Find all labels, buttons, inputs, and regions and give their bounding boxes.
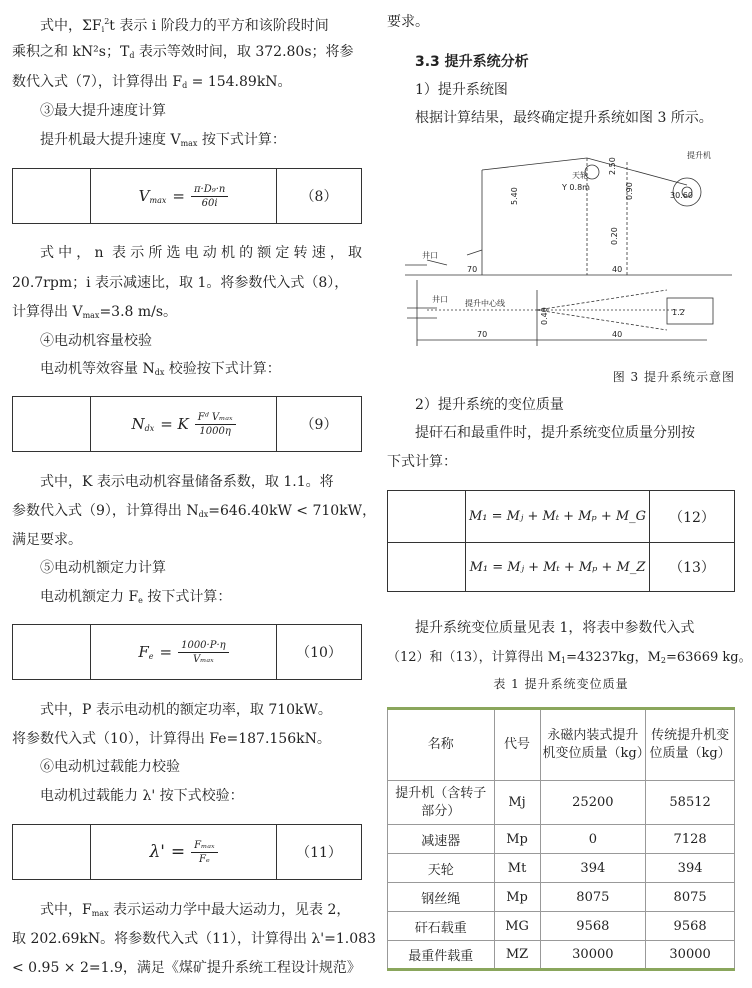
paragraph: 提升机最大提升速度 $V_{max}$ 按下式计算： <box>40 132 286 148</box>
table-cell: MZ <box>494 941 540 970</box>
equation-number: （13） <box>669 560 715 576</box>
paragraph: 式中，n 表示所选电动机的额定转速，取 <box>40 245 362 261</box>
table-caption: 表 1 提升系统变位质量 <box>493 677 629 691</box>
figure-caption: 图 3 提升系统示意图 <box>612 370 735 384</box>
table-cell: 394 <box>540 854 646 883</box>
svg-text:井口: 井口 <box>432 295 448 304</box>
table-cell: Mj <box>494 781 540 825</box>
svg-text:2.50: 2.50 <box>608 157 617 175</box>
paragraph: 乘积之和 kN²s；$T_d$ 表示等效时间，取 372.80s；将参 <box>12 44 354 60</box>
paragraph: < 0.95 × 2=1.9，满足《煤矿提升系统工程设计规范》 <box>12 960 361 976</box>
table-cell: 矸石载重 <box>388 912 495 941</box>
section-heading: 3.3 提升系统分析 <box>415 54 529 70</box>
table-header: 传统提升机变位质量（kg） <box>646 709 735 781</box>
table-header-row <box>388 709 735 781</box>
paragraph: 20.7rpm；i 表示减速比，取 1。将参数代入式（8）， <box>12 275 349 291</box>
table-cell: MG <box>494 912 540 941</box>
svg-text:Y 0.8m: Y 0.8m <box>562 183 590 192</box>
table-cell: 0 <box>540 825 646 854</box>
svg-text:1.2: 1.2 <box>672 308 685 317</box>
equation-number: （10） <box>296 645 342 661</box>
svg-text:70: 70 <box>467 265 478 274</box>
subheading: ④电动机容量校验 <box>40 333 152 349</box>
svg-text:40: 40 <box>612 265 623 274</box>
svg-text:天轮: 天轮 <box>572 171 588 180</box>
subheading: ③最大提升速度计算 <box>40 103 166 119</box>
paragraph: 式中，P 表示电动机的额定功率，取 710kW。 <box>40 702 332 718</box>
paragraph: 提升系统变位质量见表 1，将表中参数代入式 <box>415 620 695 636</box>
equation-8: $V_{max}$ = $\frac{\text{π·D₉·n}}{60i}$ （8） <box>12 168 362 224</box>
table-cell: 25200 <box>540 781 646 825</box>
paragraph: 电动机等效容量 $N_{dx}$ 校验按下式计算： <box>40 361 281 377</box>
svg-text:70: 70 <box>477 330 488 339</box>
paragraph: 数代入式（7），计算得出 $F_d = 154.89kN$。 <box>12 74 292 90</box>
paragraph: 电动机过载能力 λ' 按下式校验： <box>40 788 244 804</box>
table-cell: 30000 <box>646 941 735 970</box>
equation-number: （11） <box>296 845 342 861</box>
table-row <box>388 883 735 912</box>
subheading: ⑤电动机额定力计算 <box>40 560 166 576</box>
table-cell: Mt <box>494 854 540 883</box>
equation-11: λ' = $\frac{\text{Fₘₐₓ}}{\text{Fₑ}}$ （11） <box>12 824 362 880</box>
svg-text:0.20: 0.20 <box>610 227 619 245</box>
paragraph: 参数代入式（9），计算得出 $N_{dx}=646.40kW < 710kW$， <box>12 503 377 519</box>
table-cell: 9568 <box>540 912 646 941</box>
table-row <box>388 825 735 854</box>
table-cell: 8075 <box>540 883 646 912</box>
subheading: ⑥电动机过载能力校验 <box>40 759 180 775</box>
svg-text:5.40: 5.40 <box>510 187 519 205</box>
table-cell: 7128 <box>646 825 735 854</box>
subheading: 2）提升系统的变位质量 <box>415 397 564 413</box>
paragraph: 满足要求。 <box>12 532 82 548</box>
svg-text:提升机: 提升机 <box>687 151 711 160</box>
equation-number: （12） <box>669 509 715 526</box>
svg-text:40: 40 <box>612 330 623 339</box>
table-row <box>388 781 735 825</box>
displacement-mass-table <box>387 707 735 971</box>
paragraph: 式中，$\Sigma F_i^2t$ 表示 i 阶段力的平方和该阶段时间 <box>40 17 329 34</box>
paragraph: 式中，K 表示电动机容量储备系数，取 1.1。将 <box>40 474 334 490</box>
table-cell: 58512 <box>646 781 735 825</box>
equation-12: M₁ = Mⱼ + Mₜ + Mₚ + M_G （12） <box>387 490 735 542</box>
table-cell: 提升机（含转子部分） <box>388 781 495 825</box>
paragraph: 将参数代入式（10），计算得出 Fe=187.156kN。 <box>12 731 331 747</box>
table-header: 名称 <box>388 709 495 781</box>
hoist-system-diagram <box>387 150 735 360</box>
table-cell: 8075 <box>646 883 735 912</box>
table-cell: 30000 <box>540 941 646 970</box>
paragraph: 电动机额定力 $F_e$ 按下式计算： <box>40 589 232 605</box>
paragraph: 计算得出 $V_{max}=3.8$ m/s。 <box>12 304 178 320</box>
table-cell: 394 <box>646 854 735 883</box>
table-row <box>388 912 735 941</box>
svg-text:30.60: 30.60 <box>670 191 693 200</box>
table-cell: 9568 <box>646 912 735 941</box>
equation-10: $F_e$ = $\frac{1000\cdot P\cdot\eta}{\text{Vₘₐₓ}}$ （10） <box>12 624 362 680</box>
paragraph: 取 202.69kN。将参数代入式（11），计算得出 λ'=1.083 <box>12 931 376 947</box>
table-cell: Mp <box>494 883 540 912</box>
svg-text:提升中心线: 提升中心线 <box>465 299 505 308</box>
svg-text:井口: 井口 <box>422 251 438 260</box>
equation-13: M₁ = Mⱼ + Mₜ + Mₚ + M_Z （13） <box>387 542 735 592</box>
paragraph: 提矸石和最重件时，提升系统变位质量分别按 <box>415 425 695 441</box>
svg-text:0.40: 0.40 <box>540 307 549 325</box>
table-cell: Mp <box>494 825 540 854</box>
svg-text:0.90: 0.90 <box>625 182 634 200</box>
equation-9: $N_{dx}$ = K $\frac{\text{Fᵈ Vₘₐₓ}}{1000\eta}$ （9） <box>12 396 362 452</box>
paragraph: （12）和（13），计算得出 $M_1=43237kg$，$M_2=63669$ kg。 <box>387 650 752 665</box>
equation-number: （9） <box>300 417 338 433</box>
equation-number: （8） <box>300 189 338 205</box>
paragraph: 根据计算结果，最终确定提升系统如图 3 所示。 <box>415 110 713 126</box>
subheading: 1）提升系统图 <box>415 82 508 98</box>
table-header: 代号 <box>494 709 540 781</box>
table-cell: 减速器 <box>388 825 495 854</box>
table-cell: 天轮 <box>388 854 495 883</box>
table-row <box>388 854 735 883</box>
table-cell: 钢丝绳 <box>388 883 495 912</box>
paragraph: 下式计算： <box>387 454 457 470</box>
paragraph: 式中，$F_{max}$ 表示运动力学中最大运动力，见表 2， <box>40 902 351 918</box>
table-row <box>388 941 735 970</box>
table-cell: 最重件载重 <box>388 941 495 970</box>
paragraph: 要求。 <box>387 14 429 30</box>
table-header: 永磁内装式提升机变位质量（kg） <box>540 709 646 781</box>
